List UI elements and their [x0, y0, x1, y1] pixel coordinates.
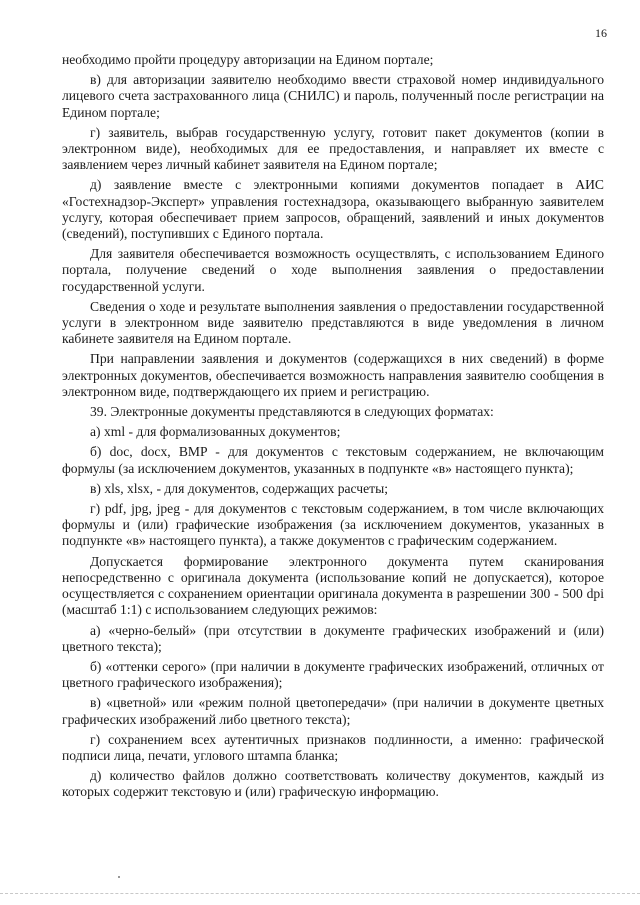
page-number: 16 [595, 26, 607, 40]
paragraph: необходимо пройти процедуру авторизации на Едином портале; [62, 52, 434, 67]
list-item: в) xls, xlsx, - для документов, содержащих расчеты; [90, 480, 389, 496]
paragraph: д) заявление вместе с электронными копиями документов попадает в АИС «Гостехнадзор-Эксперт» управления гостехнадзора, оказывающего выбранную заявителем услугу, которая обеспечивает прием запросов, обращений, заявлений и иных документов (сведений), поступивших с Единого портала. [62, 177, 604, 242]
list-item: б) doc, docx, BMP - для документов с текстовым содержанием, не включающим формулы (за исключением документов, указанных в подпункте «в» настоящего пункта); [62, 444, 604, 476]
section-heading: 39. Электронные документы представляются в следующих форматах: [90, 404, 494, 420]
paragraph: Для заявителя обеспечивается возможность осуществлять, с использованием Единого портала, получение сведений о ходе выполнения заявления о предоставлении государственной услуги. [62, 246, 604, 294]
list-item: а) «черно-белый» (при отсутствии в документе графических изображений и (или) цветного текста); [62, 622, 604, 654]
list-item: в) «цветной» или «режим полной цветопередачи» (при наличии в документе цветных графических изображений либо цветного текста); [62, 695, 604, 727]
paragraph: Сведения о ходе и результате выполнения заявления о предоставлении государственной услуги в электронном виде заявителю представляются в виде уведомления в личном кабинете заявителя на Едином портале. [62, 298, 604, 347]
list-item: а) xml - для формализованных документов; [90, 424, 341, 440]
list-item: г) pdf, jpg, jpeg - для документов с текстовым содержанием, в том числе включающих формулы и (или) графические изображения (за исключением документов, указанных в подпункте «в» настоящего пункта), а также документов с графическим содержанием. [62, 501, 604, 549]
scan-page-edge [0, 893, 640, 894]
document-body [62, 52, 604, 805]
scan-speck [118, 876, 120, 878]
list-item: б) «оттенки серого» (при наличии в документе графических изображений, отличных от цветного графического изображения); [62, 658, 604, 691]
paragraph: г) заявитель, выбрав государственную услугу, готовит пакет документов (копии в электронном виде), необходимых для ее предоставления, и направляет их вместе с заявлением через личный кабинет заявителя на Едином портале; [62, 124, 604, 173]
paragraph: в) для авторизации заявителю необходимо ввести страховой номер индивидуального лицевого счета застрахованного лица (СНИЛС) и пароль, полученный после регистрации на Едином портале; [62, 72, 604, 120]
list-item: д) количество файлов должно соответствовать количеству документов, каждый из которых содержит текстовую и (или) графическую информацию. [62, 768, 604, 800]
paragraph: При направлении заявления и документов (содержащихся в них сведений) в форме электронных документов, обеспечивается возможность направления заявителю сообщения в электронном виде, подтверждающего их прием и регистрацию. [62, 351, 604, 399]
list-item: г) сохранением всех аутентичных признаков подлинности, а именно: графической подписи лица, печати, углового штампа бланка; [62, 731, 604, 763]
paragraph: Допускается формирование электронного документа путем сканирования непосредственно с оригинала документа (использование копий не допускается), которое осуществляется с сохранением ориентации оригинала документа в разрешении 300 - 500 dpi (масштаб 1:1) с использованием следующих режимов: [62, 553, 604, 618]
